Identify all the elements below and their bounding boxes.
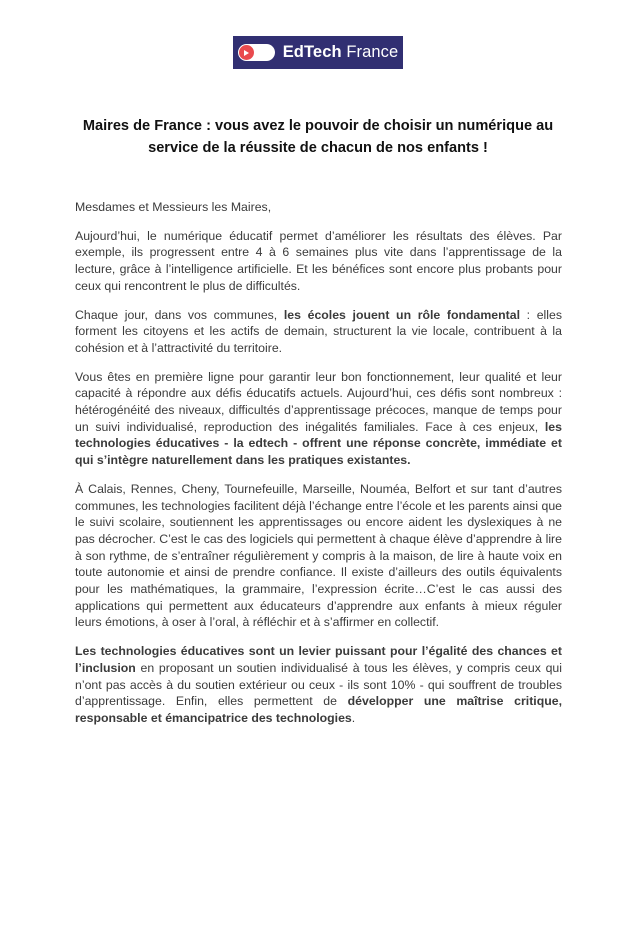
paragraph-challenges: Vous êtes en première ligne pour garantir leur bon fonctionnement, leur qualité et leur capacité à répondre aux défis éducatifs actuels. Aujourd’hui, ces défis sont nombreux : hétérogénéité des niveaux, difficultés d’apprentissage précoces, manque de temps pour un suivi individualisé, reproduction des inégalités familiales. Face à ces enjeux, les technologies éducatives - la edtech - offrent une réponse concrète, immédiate et qui s’intègre naturellement dans les pratiques existantes. <box>75 369 562 468</box>
logo-wordmark <box>283 43 399 62</box>
paragraph-examples: À Calais, Rennes, Cheny, Tournefeuille, Marseille, Nouméa, Belfort et sur tant d’autres communes, les technologies facilitent déjà l’échange entre l’école et les parents ainsi que le suivi scolaire, soutiennent les apprentissages ou encore aident les dyslexiques à ne pas décrocher. C’est le cas des logiciels qui permettent à chaque élève d’apprendre à lire à son rythme, de s’entraîner régulièrement y compris à la maison, de lire à haute voix en toute autonomie et ainsi de prendre confiance. Il existe d’ailleurs des outils équivalents pour les mathématiques, la grammaire, l’expression écrite…C’est le cas aussi des applications qui permettent aux éducateurs d’apprendre aux enfants à mieux réguler leurs émotions, à oser à l’oral, à réfléchir et à s’affirmer en collectif. <box>75 481 562 630</box>
paragraph-equality: Les technologies éducatives sont un levier puissant pour l’égalité des chances et l’inclusion en proposant un soutien individualisé à tous les élèves, y compris ceux qui n’ont pas accès à du soutien extérieur ou ceux - ils sont 10% - qui souffrent de troubles d’apprentissage. Enfin, elles permettent de développer une maîtrise critique, responsable et émancipatrice des technologies. <box>75 644 562 725</box>
salutation: Mesdames et Messieurs les Maires, <box>75 200 272 214</box>
logo-brand-bold: EdTech <box>282 43 342 61</box>
play-icon-circle <box>239 45 254 60</box>
letter-body <box>75 199 562 727</box>
play-icon <box>238 44 275 61</box>
paragraph-schools-role: Chaque jour, dans vos communes, les écoles jouent un rôle fondamental : elles forment les citoyens et les actifs de demain, structurent la vie locale, contribuent à la cohésion et à l’attractivité du territoire. <box>75 307 562 355</box>
document-page <box>0 36 636 936</box>
logo-brand-regular: France <box>346 43 399 61</box>
play-icon-triangle <box>244 50 249 56</box>
edtech-france-logo <box>233 36 403 69</box>
paragraph-results: Aujourd’hui, le numérique éducatif permet d’améliorer les résultats des élèves. Par exemple, ils progressent entre 4 à 6 semaines plus vite dans l’apprentissage de la lecture, grâce à l’intelligence artificielle. Et les bénéfices sont encore plus probants pour ceux qui rencontrent le plus de difficultés. <box>75 228 562 293</box>
letter-title: Maires de France : vous avez le pouvoir de choisir un numérique au service de la réussite de chacun de nos enfants ! <box>82 118 554 156</box>
